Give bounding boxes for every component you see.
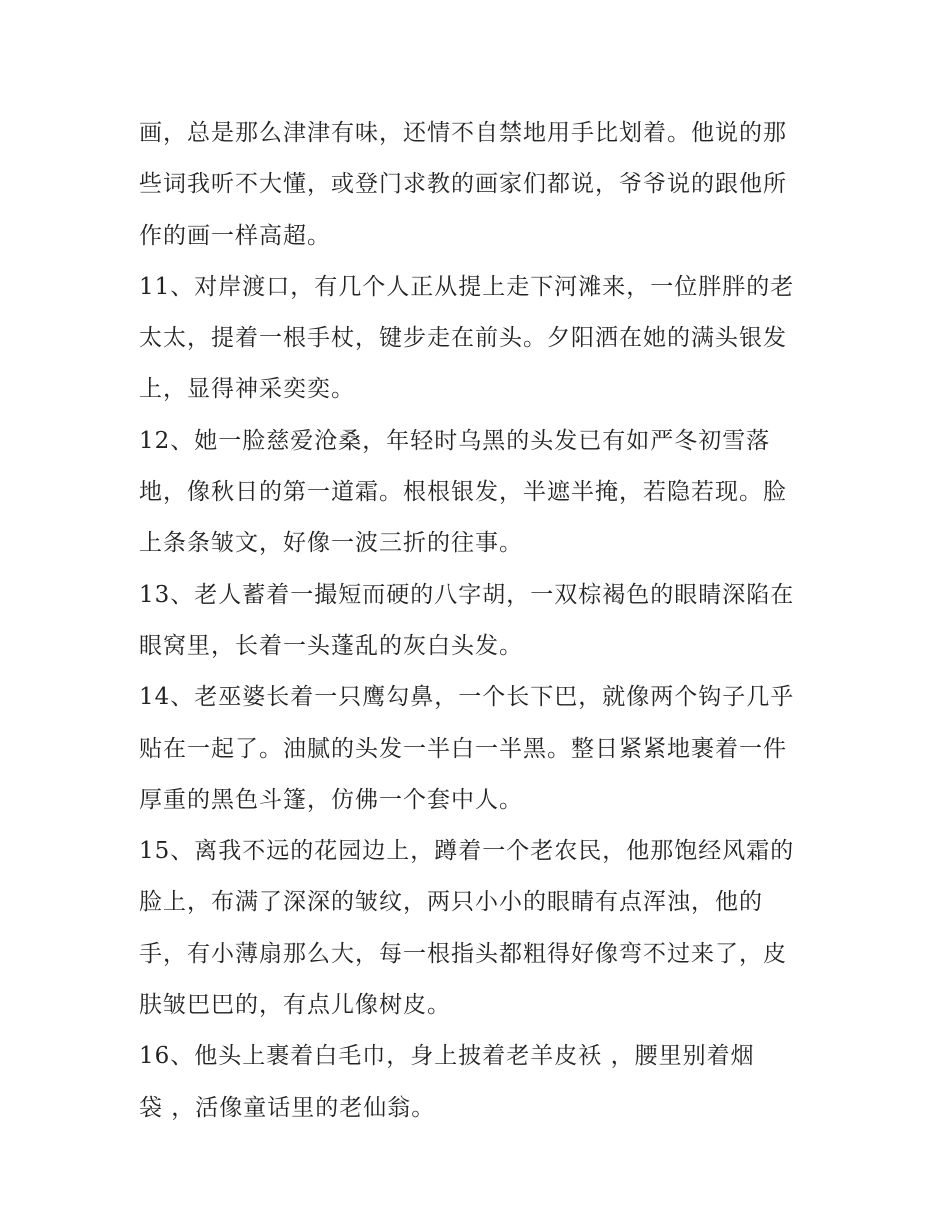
body-text (139, 108, 819, 1134)
text-line: 11、对岸渡口，有几个人正从提上走下河滩来，一位胖胖的老 (139, 273, 795, 300)
text-line: 脸上，布满了深深的皱纹，两只小小的眼睛有点浑浊，他的 (139, 889, 763, 916)
text-line: 15、离我不远的花园边上，蹲着一个老农民，他那饱经风霜的 (139, 838, 795, 865)
text-line: 作的画一样高超。 (139, 222, 331, 249)
text-line: 13、老人蓄着一撮短而硬的八字胡，一双棕褐色的眼睛深陷在 (139, 581, 795, 608)
text-line: 14、老巫婆长着一只鹰勾鼻，一个长下巴，就像两个钩子几乎 (139, 684, 795, 711)
text-line: 12、她一脸慈爱沧桑，年轻时乌黑的头发已有如严冬初雪落 (139, 427, 771, 454)
text-line: 画，总是那么津津有味，还情不自禁地用手比划着。他说的那 (139, 120, 787, 146)
text-line: 上条条皱文，好像一波三折的往事。 (139, 530, 523, 557)
text-line: 太太，提着一根手杖，键步走在前头。夕阳洒在她的满头银发 (139, 325, 787, 352)
text-line: 16、他头上裹着白毛巾，身上披着老羊皮袄 ，腰里别着烟 (139, 1043, 755, 1070)
text-line: 地，像秋日的第一道霜。根根银发，半遮半掩，若隐若现。脸 (139, 479, 787, 506)
text-line: 手，有小薄扇那么大，每一根指头都粗得好像弯不过来了，皮 (139, 940, 787, 967)
text-line: 些词我听不大懂，或登门求教的画家们都说，爷爷说的跟他所 (139, 171, 787, 198)
text-line: 上，显得神采奕奕。 (139, 376, 355, 403)
text-line: 袋 ，活像童话里的老仙翁。 (139, 1094, 436, 1121)
text-line: 肤皱巴巴的，有点儿像树皮。 (139, 992, 451, 1019)
text-line: 厚重的黑色斗篷，仿佛一个套中人。 (139, 786, 523, 813)
text-line: 眼窝里，长着一头蓬乱的灰白头发。 (139, 632, 523, 659)
text-line: 贴在一起了。油腻的头发一半白一半黑。整日紧紧地裹着一件 (139, 735, 787, 762)
